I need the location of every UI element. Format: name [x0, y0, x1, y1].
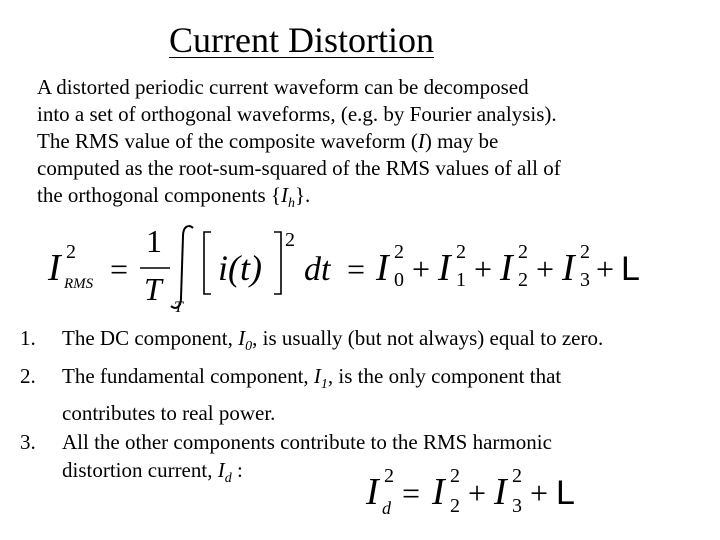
intro-paragraph [37, 74, 707, 217]
eq1-term2-var: I [500, 247, 513, 289]
rms-equation [46, 222, 640, 323]
eq1-lhs-sup: 2 [66, 241, 76, 263]
eq2-lhs-sub: d [382, 498, 391, 518]
eq1-term0-var: I [376, 247, 389, 289]
var-I: I [417, 129, 425, 153]
eq1-term0-sup: 2 [394, 241, 404, 263]
intro-line: computed as the root-sum-squared of the RMS values of all of [37, 156, 561, 180]
eq1-term2-sup: 2 [518, 241, 528, 263]
intro-line: The RMS value of the composite waveform (I) may be [37, 129, 499, 153]
eq2-term1-sup: 2 [512, 465, 522, 487]
eq1-term1-var: I [438, 247, 451, 289]
eq1-equals2: = [347, 251, 366, 287]
eq1-frac-num: 1 [146, 223, 162, 259]
integral-sign [171, 226, 193, 308]
eq1-equals: = [110, 251, 129, 287]
eq1-integral-sub: T [174, 299, 183, 316]
eq2-lhs-var: I [366, 471, 379, 513]
list-item: 2. The fundamental component, $I_1$, is the only component that contributes to real power. [20, 363, 562, 425]
eq1-term1-sup: 2 [456, 241, 466, 263]
eq2-term1-var: I [494, 471, 507, 513]
eq1-plus: + [596, 251, 615, 287]
eq1-dt: dt [304, 251, 331, 288]
eq2-plus: + [468, 475, 487, 511]
list-item: 1. The DC component, $I_0$, is usually (but not always) equal to zero. [20, 326, 604, 354]
eq2-term0-sup: 2 [450, 465, 460, 487]
eq1-power: 2 [285, 229, 295, 251]
left-bracket [204, 232, 211, 294]
eq2-term0-sub: 2 [450, 495, 460, 517]
eq1-plus: + [474, 251, 493, 287]
eq1-integrand: i(t) [218, 248, 262, 288]
eq1-frac-den: T [144, 271, 162, 307]
eq1-term2-sub: 2 [518, 269, 528, 291]
intro-line: A distorted periodic current waveform can be decomposed [37, 75, 529, 99]
eq1-plus: + [412, 251, 431, 287]
eq1-term3-sub: 3 [580, 269, 590, 291]
eq2-equals: = [402, 475, 421, 511]
intro-line: into a set of orthogonal waveforms, (e.g. by Fourier analysis). [37, 102, 557, 126]
eq2-ellipsis: L [556, 474, 575, 512]
eq1-lhs-var: I [48, 247, 61, 289]
right-bracket [274, 232, 281, 294]
eq1-term3-sup: 2 [580, 241, 590, 263]
subscript-h: h [287, 196, 295, 211]
eq2-term1-sub: 3 [512, 495, 522, 517]
var-I: I [280, 183, 288, 207]
eq2-term0-var: I [432, 471, 445, 513]
eq1-term1-sub: 1 [456, 269, 466, 291]
eq1-term0-sub: 0 [394, 269, 404, 291]
eq1-ellipsis: L [621, 250, 640, 288]
eq1-plus: + [536, 251, 555, 287]
list-item: 3. All the other components contribute to the RMS harmonic distortion current, $I_d$ : [20, 429, 552, 486]
distortion-equation [360, 462, 590, 533]
eq1-term3-var: I [562, 247, 575, 289]
intro-line: the orthogonal components $\{I_h\}$. [37, 183, 311, 211]
eq2-lhs-sup: 2 [384, 465, 394, 487]
eq2-plus: + [530, 475, 549, 511]
slide-title: Current Distortion [169, 20, 434, 60]
eq1-lhs-sub: RMS [64, 276, 94, 292]
